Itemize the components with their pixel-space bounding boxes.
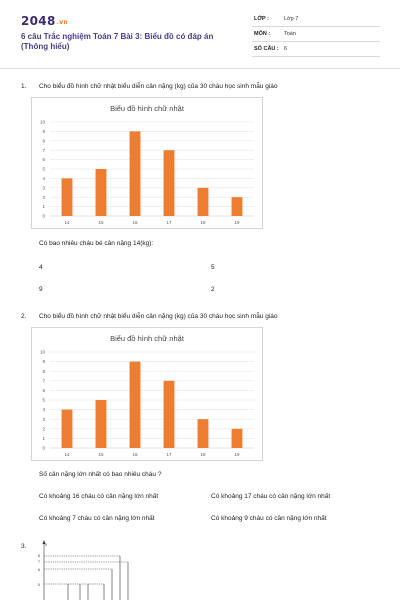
chart-canvas [32,328,262,460]
meta-row-count [252,42,380,57]
meta-value: Lớp 7 [284,16,299,22]
x-tick-label: 14 [64,452,70,457]
sub-question: Số cân nặng lớn nhất có bao nhiêu cháu ? [39,471,162,478]
question-number: 2. [21,313,27,320]
question-text: Cho biểu đồ hình chữ nhật biểu diễn cân nặng (kg) của 30 cháu học sinh mẫu giáo [39,313,278,320]
meta-key: LỚP : [254,16,269,22]
meta-value: Toán [284,31,296,37]
bar [198,188,209,216]
y-tick-label: 2 [42,426,45,432]
chart-title: Biểu đồ hình chữ nhật [110,334,184,343]
answer-option[interactable]: Có khoảng 16 cháu có cân nặng lớn nhất [39,493,159,500]
x-tick-label: 17 [166,220,172,225]
q3-tick: 8 [38,554,40,558]
y-tick-label: 8 [42,368,45,374]
q3-chart [28,540,138,600]
y-tick-label: 9 [42,359,45,365]
bar [164,150,175,216]
y-tick-label: 4 [42,176,45,181]
q3-tick: 5 [38,583,40,587]
y-tick-label: 8 [42,138,45,144]
q3-guide-lines [44,556,128,584]
q3-tick: 6 [38,568,40,572]
y-tick-label: 7 [42,378,45,384]
answer-option[interactable]: 5 [211,264,215,271]
question-number: 1. [21,83,27,90]
x-tick-label: 16 [132,220,138,225]
chart-canvas [32,98,262,228]
bar [62,178,73,216]
bar [232,429,243,448]
y-tick-label: 1 [42,204,45,210]
bar-chart-q2 [31,327,263,461]
x-tick-label: 14 [64,220,70,225]
bar [130,362,141,448]
y-tick-label: 2 [42,194,45,200]
question-number: 3. [21,543,27,550]
bar [96,400,107,448]
meta-table [252,12,380,57]
header-divider [0,68,400,69]
meta-key: SỐ CÂU : [254,46,279,52]
meta-row-class [252,12,380,27]
y-tick-label: 4 [42,407,45,413]
y-tick-label: 5 [42,397,45,403]
x-tick-label: 15 [98,220,104,225]
bar [198,419,209,448]
answer-option[interactable]: Có khoảng 9 cháu có cân nặng lớn nhất [211,515,327,522]
y-tick-label: 0 [42,213,45,219]
bar [96,169,107,216]
x-tick-label: 18 [200,452,206,457]
y-tick-label: 5 [42,166,45,172]
y-tick-label: 6 [42,388,45,393]
x-tick-label: 18 [200,220,206,225]
y-tick-label: 7 [42,147,45,153]
y-tick-label: 9 [42,129,45,134]
meta-value: 6 [284,46,288,52]
q3-axis-label: 9 [45,543,47,547]
y-tick-label: 10 [39,349,45,355]
logo-text: 2048 [21,14,56,28]
y-tick-label: 1 [42,436,45,441]
y-tick-label: 0 [42,445,45,451]
meta-row-subject [252,27,380,42]
page-header [0,0,400,66]
meta-key: MÔN : [254,31,271,37]
answer-option[interactable]: 2 [211,286,215,293]
x-tick-label: 16 [132,452,138,457]
chart-title: Biểu đồ hình chữ nhật [110,104,184,113]
bar [164,381,175,448]
logo-suffix: .vn [56,19,68,26]
x-tick-label: 17 [166,452,172,457]
y-tick-label: 3 [42,416,45,422]
x-tick-label: 15 [98,452,104,457]
y-tick-label: 10 [39,119,45,125]
question-text: Cho biểu đồ hình chữ nhật biểu diễn cân nặng (kg) của 30 cháu học sinh mẫu giáo [39,83,278,90]
x-tick-label: 19 [234,220,240,225]
sub-question: Có bao nhiêu cháu bé cân nặng 14(kg): [39,240,154,247]
q3-bars [68,556,128,600]
answer-option[interactable]: 9 [39,286,43,293]
q3-tick: 7 [38,560,40,564]
x-tick-label: 19 [234,452,240,457]
y-tick-label: 3 [42,185,45,191]
document-title: 6 câu Trắc nghiệm Toán 7 Bài 3: Biểu đồ có đáp án (Thông hiểu) [21,32,214,51]
y-tick-label: 6 [42,157,45,163]
answer-option[interactable]: Có khoảng 17 cháu có cân nặng lớn nhất [211,493,331,500]
bar [130,131,141,216]
answer-option[interactable]: Có khoảng 7 cháu có cân nặng lớn nhất [39,515,155,522]
site-logo[interactable] [21,14,68,28]
bar [232,197,243,216]
bar [62,410,73,448]
answer-option[interactable]: 4 [39,264,43,271]
bar-chart-q1 [31,97,263,229]
